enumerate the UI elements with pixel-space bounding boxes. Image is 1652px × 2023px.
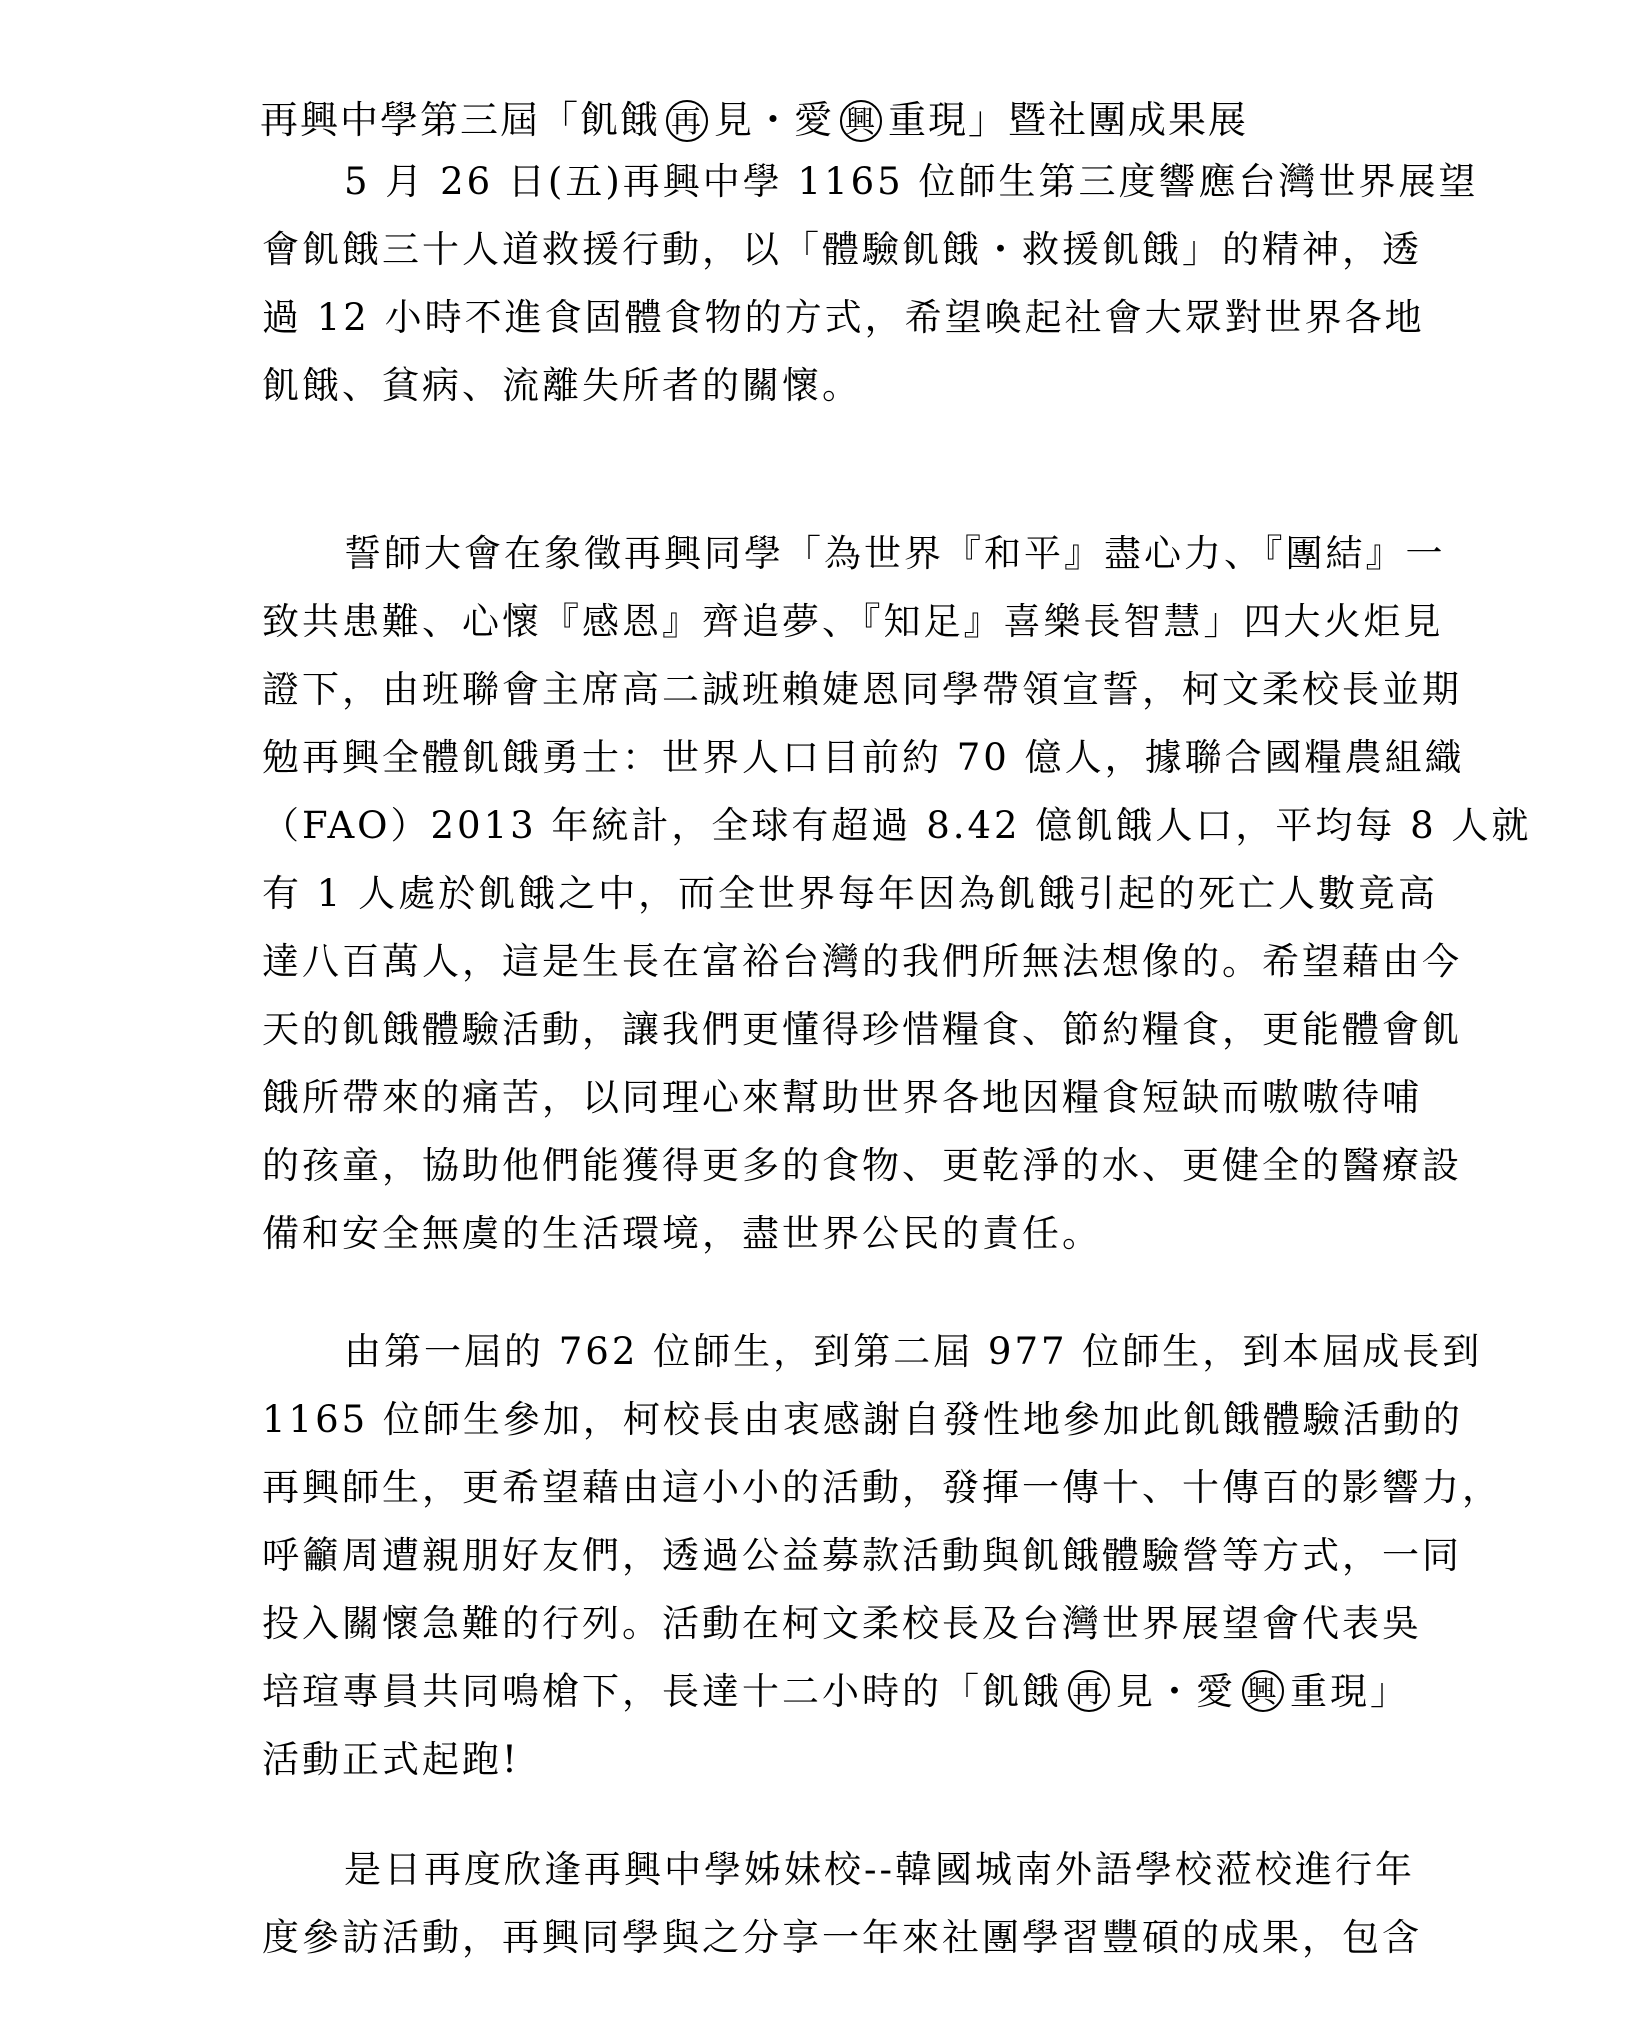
circled-char-2: 興 bbox=[1242, 1670, 1284, 1712]
paragraph-line: 達八百萬人，這是生長在富裕台灣的我們所無法想像的。希望藉由今 bbox=[262, 940, 1462, 983]
paragraph-line: 再興師生，更希望藉由這小小的活動，發揮一傳十、十傳百的影響力， bbox=[262, 1466, 1502, 1509]
paragraph-2 bbox=[262, 520, 1532, 1268]
circled-char-1: 再 bbox=[1068, 1670, 1110, 1712]
paragraph-line: 飢餓、貧病、流離失所者的關懷。 bbox=[262, 364, 862, 407]
paragraph-line: 度參訪活動，再興同學與之分享一年來社團學習豐碩的成果，包含 bbox=[262, 1916, 1422, 1959]
title-circled-char-2: 興 bbox=[840, 100, 882, 142]
line-part-2: 見・愛 bbox=[1116, 1670, 1236, 1713]
paragraph-line: 備和安全無虞的生活環境，盡世界公民的責任。 bbox=[262, 1212, 1102, 1255]
paragraph-line: 勉再興全體飢餓勇士：世界人口目前約 70 億人，據聯合國糧農組織 bbox=[262, 736, 1465, 779]
paragraph-line: 呼籲周遭親朋好友們，透過公益募款活動與飢餓體驗營等方式，一同 bbox=[262, 1534, 1462, 1577]
paragraph-line: 誓師大會在象徵再興同學「為世界『和平』盡心力、『團結』一 bbox=[344, 532, 1446, 575]
paragraph-line: 是日再度欣逢再興中學姊妹校--韓國城南外語學校蒞校進行年 bbox=[344, 1848, 1416, 1891]
paragraph-line-with-circled-chars bbox=[262, 1658, 1410, 1726]
paragraph-line: 餓所帶來的痛苦，以同理心來幫助世界各地因糧食短缺而嗷嗷待哺 bbox=[262, 1076, 1422, 1119]
paragraph-4 bbox=[262, 1836, 1422, 1972]
paragraph-line: 活動正式起跑! bbox=[262, 1738, 520, 1781]
title-part-1: 再興中學第三屆「飢餓 bbox=[260, 98, 661, 142]
paragraph-line: 5 月 26 日(五)再興中學 1165 位師生第三度響應台灣世界展望 bbox=[344, 160, 1479, 203]
paragraph-line: 由第一屆的 762 位師生，到第二屆 977 位師生，到本屆成長到 bbox=[344, 1330, 1483, 1373]
title-part-2: 見・愛 bbox=[714, 98, 835, 142]
paragraph-line: 過 12 小時不進食固體食物的方式，希望喚起社會大眾對世界各地 bbox=[262, 296, 1425, 339]
paragraph-line: 1165 位師生參加，柯校長由衷感謝自發性地參加此飢餓體驗活動的 bbox=[262, 1398, 1463, 1441]
line-part-1: 培瑄專員共同鳴槍下，長達十二小時的「飢餓 bbox=[262, 1670, 1062, 1713]
paragraph-line: 致共患難、心懷『感恩』齊追夢、『知足』喜樂長智慧」四大火炬見 bbox=[262, 600, 1444, 643]
paragraph-line: （FAO）2013 年統計，全球有超過 8.42 億飢餓人口，平均每 8 人就 bbox=[262, 804, 1532, 847]
title-part-3: 重現」暨社團成果展 bbox=[888, 98, 1249, 142]
title-circled-char-1: 再 bbox=[666, 100, 708, 142]
document-title bbox=[260, 96, 1392, 144]
paragraph-line: 天的飢餓體驗活動，讓我們更懂得珍惜糧食、節約糧食，更能體會飢 bbox=[262, 1008, 1462, 1051]
paragraph-line: 證下，由班聯會主席高二誠班賴婕恩同學帶領宣誓，柯文柔校長並期 bbox=[262, 668, 1462, 711]
paragraph-line: 投入關懷急難的行列。活動在柯文柔校長及台灣世界展望會代表吳 bbox=[262, 1602, 1422, 1645]
paragraph-line: 會飢餓三十人道救援行動，以「體驗飢餓・救援飢餓」的精神，透 bbox=[262, 228, 1422, 271]
paragraph-1 bbox=[262, 148, 1479, 420]
paragraph-line: 的孩童，協助他們能獲得更多的食物、更乾淨的水、更健全的醫療設 bbox=[262, 1144, 1462, 1187]
paragraph-3 bbox=[262, 1318, 1502, 1794]
line-part-3: 重現」 bbox=[1290, 1670, 1410, 1713]
paragraph-line: 有 1 人處於飢餓之中，而全世界每年因為飢餓引起的死亡人數竟高 bbox=[262, 872, 1439, 915]
